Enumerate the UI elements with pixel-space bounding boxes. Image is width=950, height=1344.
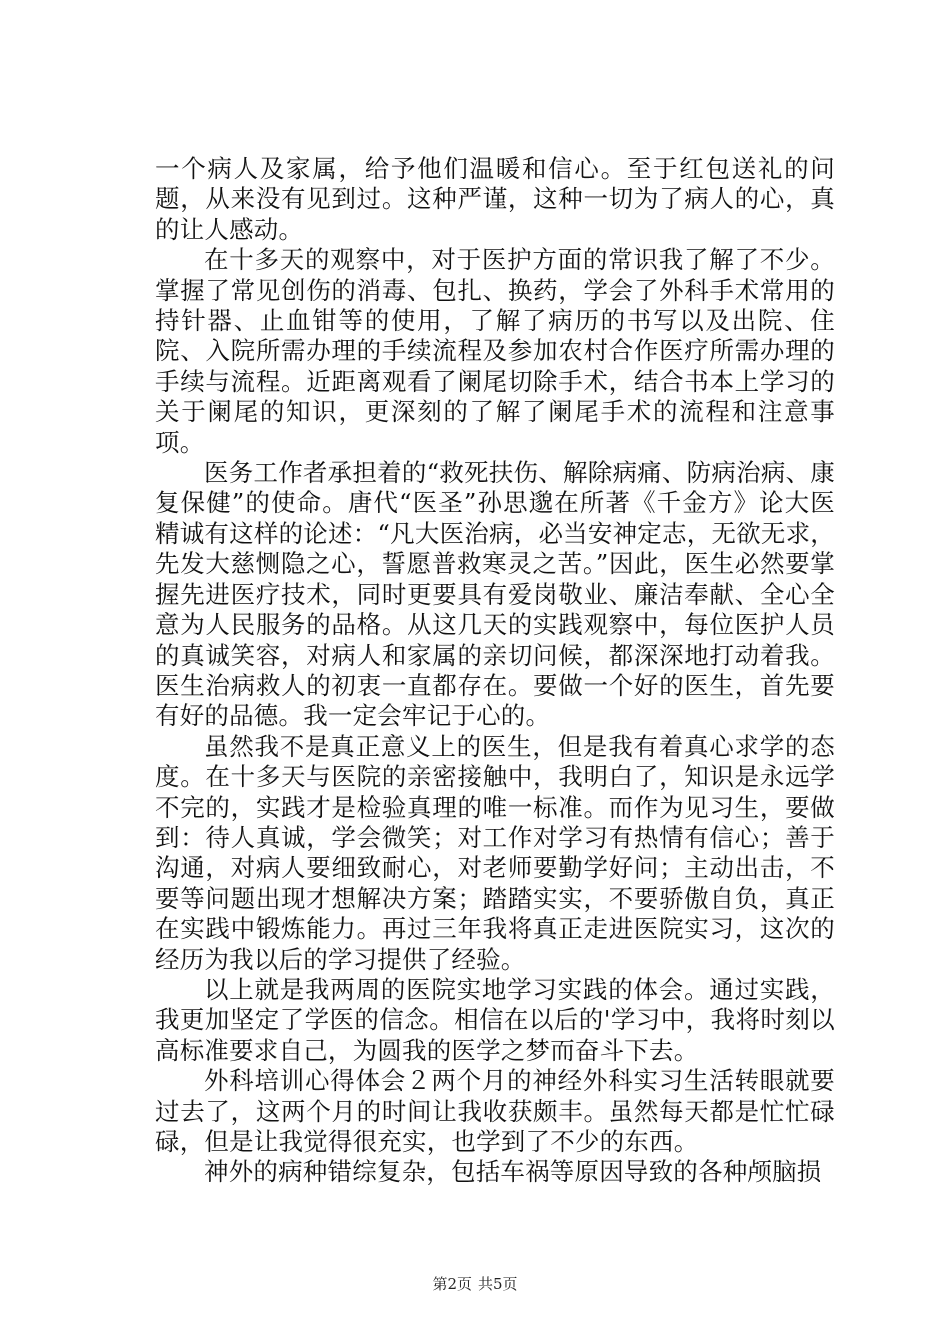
paragraph: 神外的病种错综复杂，包括车祸等原因导致的各种颅脑损 — [204, 1157, 822, 1187]
page-number: 第2页 — [432, 1275, 472, 1293]
paragraph: 外科培训心得体会２两个月的神经外科实习生活转眼就要过去了，这两个月的时间让我收获颇丰。虽然每天都是忙忙碌碌，但是让我觉得很充实，也学到了不少的东西。 — [155, 1066, 835, 1156]
paragraph: 一个病人及家属，给予他们温暖和信心。至于红包送礼的问题，从来没有见到过。这种严谨，这种一切为了病人的心，真的让人感动。 — [155, 154, 835, 244]
document-body — [155, 154, 835, 1188]
paragraph: 医务工作者承担着的“救死扶伤、解除病痛、防病治病、康复保健”的使命。唐代“医圣”孙思邈在所著《千金方》论大医精诚有这样的论述：“凡大医治病，必当安神定志，无欲无求，先发大慈恻隐之心，誓愿普救寒灵之苦。”因此，医生必然要掌握先进医疗技术，同时更要具有爱岗敬业、廉洁奉献、全心全意为人民服务的品格。从这几天的实践观察中，每位医护人员的真诚笑容，对病人和家属的亲切问候，都深深地打动着我。医生治病救人的初衷一直都存在。要做一个好的医生，首先要有好的品德。我一定会牢记于心的。 — [155, 458, 835, 731]
paragraph: 在十多天的观察中，对于医护方面的常识我了解了不少。掌握了常见创伤的消毒、包扎、换药，学会了外科手术常用的持针器、止血钳等的使用，了解了病历的书写以及出院、住院、入院所需办理的手续流程及参加农村合作医疗所需办理的手续与流程。近距离观看了阑尾切除手术，结合书本上学习的关于阑尾的知识，更深刻的了解了阑尾手术的流程和注意事项。 — [155, 245, 835, 457]
page-footer — [0, 1274, 950, 1294]
page-total: 共5页 — [478, 1275, 518, 1293]
paragraph: 虽然我不是真正意义上的医生，但是我有着真心求学的态度。在十多天与医院的亲密接触中，我明白了，知识是永远学不完的，实践才是检验真理的唯一标准。而作为见习生，要做到：待人真诚，学会微笑；对工作对学习有热情有信心；善于沟通，对病人要细致耐心，对老师要勤学好问；主动出击，不要等问题出现才想解决方案；踏踏实实，不要骄傲自负，真正在实践中锻炼能力。再过三年我将真正走进医院实习，这次的经历为我以后的学习提供了经验。 — [155, 731, 835, 974]
paragraph: 以上就是我两周的医院实地学习实践的体会。通过实践，我更加坚定了学医的信念。相信在以后的'学习中，我将时刻以高标准要求自己，为圆我的医学之梦而奋斗下去。 — [155, 974, 835, 1065]
